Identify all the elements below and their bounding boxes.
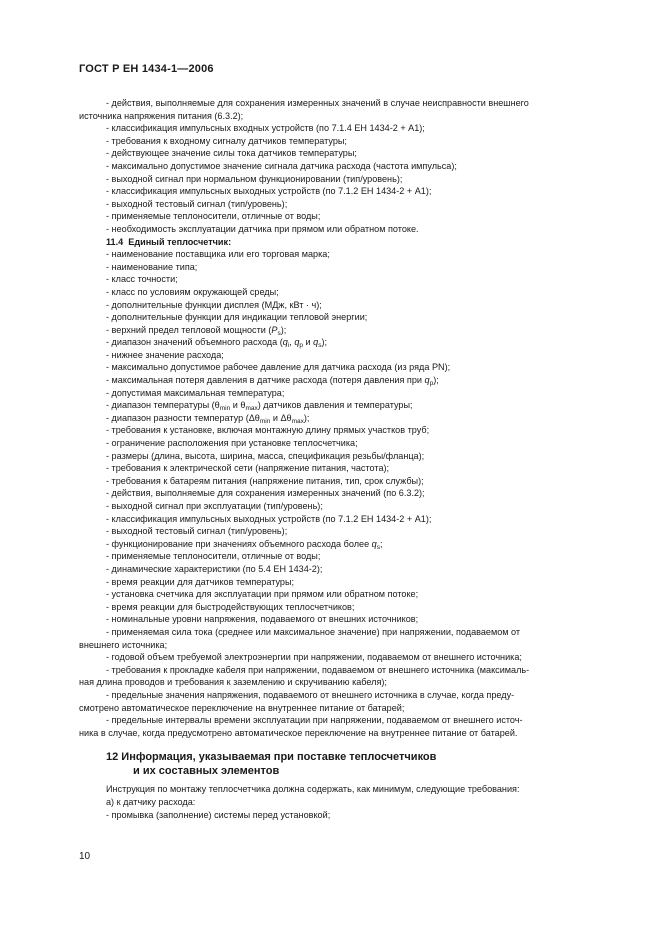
section-heading-12	[79, 751, 620, 778]
paragraph: Инструкция по монтажу теплосчетчика должна содержать, как минимум, следующие требования:	[106, 784, 520, 795]
list-item: - требования к батареям питания (напряжение питания, тип, срок службы);	[106, 475, 424, 486]
list-item-power-limit: - верхний предел тепловой мощности $(P_s)$;	[106, 324, 287, 337]
subsection-heading-11-4	[79, 236, 620, 249]
list-item: - номинальные уровни напряжения, подаваемого от внешних источников;	[106, 614, 419, 625]
list-item: - классификация импульсных выходных устройств (по 7.1.2 ЕН 1434-2 + А1);	[106, 513, 432, 524]
list-item: - установка счетчика для эксплуатации при прямом или обратном потоке;	[106, 589, 419, 600]
list-item: - наименование типа;	[106, 261, 198, 272]
section-heading-line-2: и их составных элементов	[133, 764, 280, 777]
section-heading-line-1: 12 Информация, указываемая при поставке теплосчетчиков	[106, 751, 437, 764]
list-item-continuation: источника напряжения питания (6.3.2);	[79, 110, 244, 121]
list-item: - размеры (длина, высота, ширина, масса, спецификация резьбы/фланца);	[106, 450, 425, 461]
list-item: - применяемые теплоносители, отличные от воды;	[106, 551, 321, 562]
list-item: - промывка (заполнение) системы перед установкой;	[106, 809, 331, 820]
list-item: - требования к прокладке кабеля при напряжении, подаваемом от внешнего источника (максималь-	[106, 664, 530, 675]
list-item: - допустимая максимальная температура;	[106, 387, 285, 398]
list-item: - наименование поставщика или его торговая марка;	[106, 249, 330, 260]
list-item: - предельные интервалы времени эксплуатации при напряжении, подаваемом от внешнего источ-	[106, 715, 523, 726]
list-item: - необходимость эксплуатации датчика при прямом или обратном потоке.	[106, 223, 419, 234]
document-header: ГОСТ Р ЕН 1434-1—2006	[79, 63, 214, 75]
list-item: - класс точности;	[106, 274, 178, 285]
list-item: - требования к установке, включая монтажную длину прямых участков труб;	[106, 425, 430, 436]
list-item-continuation: ника в случае, когда предусмотрено автоматическое переключение на внутреннее питание от батарей.	[79, 727, 518, 738]
list-item-temp-range: - диапазон температуры ($\theta_{min}$ и $\theta_{max}$) датчиков давления и температуры;	[106, 400, 413, 412]
list-block-1	[79, 97, 620, 236]
list-item: - максимально допустимое значение сигнала датчика расхода (частота импульса);	[106, 160, 457, 171]
list-item: - выходной тестовый сигнал (тип/уровень);	[106, 526, 288, 537]
list-item: - выходной сигнал при эксплуатации (тип/уровень);	[106, 501, 323, 511]
list-item: - время реакции для быстродействующих теплосчетчиков;	[106, 601, 355, 612]
list-block-2	[79, 248, 620, 739]
list-item: - динамические характеристики (по 5.4 ЕН 1434-2);	[106, 563, 323, 574]
document-body	[79, 97, 620, 821]
subsection-title: Единый теплосчетчик:	[128, 236, 232, 247]
list-item: - выходной тестовый сигнал (тип/уровень);	[106, 198, 288, 209]
list-item-flow-range: - диапазон значений объемного расхода ($q_i$, $q_p$ и $q_s$);	[106, 337, 328, 349]
list-item: - классификация импульсных входных устройств (по 7.1.4 ЕН 1434-2 + А1);	[106, 123, 425, 134]
list-item: - дополнительные функции для индикации тепловой энергии;	[106, 312, 368, 323]
list-item: - действия, выполняемые для сохранения измеренных значений в случае неисправности внешнего	[106, 98, 529, 108]
list-item: - классификация импульсных выходных устройств (по 7.1.2 ЕН 1434-2 + А1);	[106, 186, 432, 197]
list-item: - действующее значение силы тока датчиков температуры;	[106, 148, 357, 159]
list-item-continuation: смотрено автоматическое переключение на внутреннее питание от батарей;	[79, 702, 405, 713]
list-item: - годовой объем требуемой электроэнергии при напряжении, подаваемом от внешнего источника;	[106, 652, 522, 663]
list-item-flow-above: - функционирование при значениях объемного расхода более $q_s$;	[106, 538, 383, 551]
list-item: а) к датчику расхода:	[106, 797, 196, 808]
list-item: - применяемые теплоносители, отличные от воды;	[106, 211, 321, 222]
list-item-pressure-loss: - максимальная потеря давления в датчике расхода (потеря давления при $q_p$);	[106, 375, 439, 387]
list-item-continuation: внешнего источника;	[79, 639, 168, 650]
list-item: - максимально допустимое рабочее давление для датчика расхода (из ряда PN);	[106, 362, 451, 373]
list-item: - требования к электрической сети (напряжение питания, частота);	[106, 463, 390, 474]
list-item: - выходной сигнал при нормальном функционировании (тип/уровень);	[106, 173, 403, 184]
list-item: - действия, выполняемые для сохранения измеренных значений (по 6.3.2);	[106, 488, 425, 499]
subsection-number: 11.4	[106, 236, 124, 247]
list-item: - применяемая сила тока (среднее или максимальное значение) при напряжении, подаваемом от	[106, 626, 521, 637]
list-item: - требования к входному сигналу датчиков температуры;	[106, 135, 347, 146]
list-item: - нижнее значение расхода;	[106, 349, 224, 360]
list-item: - время реакции для датчиков температуры;	[106, 576, 295, 587]
list-item-continuation: ная длина проводов и требования к заземлению и скручиванию кабеля);	[79, 677, 387, 688]
list-block-3	[79, 783, 620, 821]
list-item-temp-diff: - диапазон разности температур ($\Delta\theta_{min}$ и $\Delta\theta_{max}$);	[106, 412, 310, 425]
list-item: - ограничение расположения при установке теплосчетчика;	[106, 438, 358, 449]
list-item: - класс по условиям окружающей среды;	[106, 286, 279, 297]
page-number: 10	[79, 851, 91, 862]
list-item: - предельные значения напряжения, подаваемого от внешнего источника в случае, когда преду-	[106, 689, 515, 700]
list-item: - дополнительные функции дисплея (МДж, кВт · ч);	[106, 299, 322, 310]
